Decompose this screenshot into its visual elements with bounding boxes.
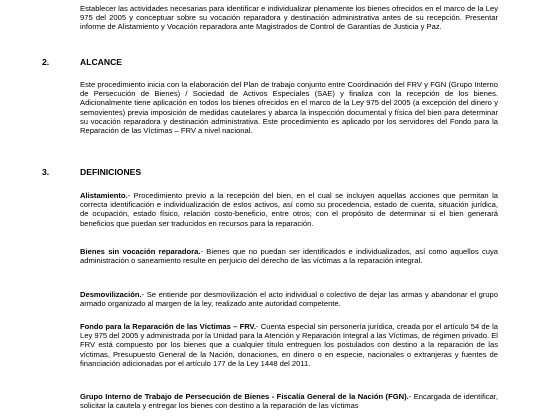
section-heading-alcance (42, 57, 122, 67)
alcance-paragraph: Este procedimiento inicia con la elaboración del Plan de trabajo conjunto entre Coordinación del FRV y FGN (Grupo Interno de Persecución de Bienes) / Sociedad de Activos Especiales (SAE) y finaliza con la recepción de los bienes. Adicionalmente tiene aplicación en todos los bienes ofrecidos en el marco de la Ley 975 del 2005 (a excepción del dinero y semovientes) previa imposición de medidas cautelares y abarca la inspección documental y física del bien para determinar su vocación reparadora y destinación administrativa. Este procedimiento es aplicado por los servidores del Fondo para la Reparación de las Víctimas – FRV a nivel nacional. (80, 80, 498, 136)
definition-bienes-sin-vocacion (80, 247, 498, 265)
intro-paragraph: Establecer las actividades necesarias para identificar e individualizar plenamente los bienes ofrecidos en el marco de la Ley 975 del 2005 y conceptuar sobre su vocación reparadora y destinación administrativa antes de su recepción. Presentar informe de Alistamiento y Vocación reparadora ante Magistrados de Control de Garantías de Justicia y Paz. (80, 4, 498, 32)
definition-term: Grupo Interno de Trabajo de Persecución de Bienes - Fiscalía General de la Nación (FGN). (80, 392, 409, 401)
definition-alistamiento (80, 191, 498, 228)
section-title: DEFINICIONES (80, 167, 142, 177)
definition-term: Alistamiento. (80, 191, 128, 200)
definition-text: - Encargada de identificar, solicitar la cautela y entregar los bienes con destino a la reparación de las víctimas (80, 392, 498, 411)
definition-text: - Bienes que no puedan ser identificados e individualizados, así como aquellos cuya administración o saneamiento resulte en perjuicio del derecho de las víctimas a la reparación integral. (80, 247, 499, 266)
section-number: 2. (42, 57, 50, 67)
definition-text: - Procedimiento previo a la recepción del bien, en el cual se incluyen aquellas acciones que permitan la correcta identificación e individualización de estos activos, así como su procedencia, estado de cuenta, situación jurídica, de ocupación, estado físico, relación costo-beneficio, entre otros; con el propósito de determinar si el bien generará beneficios que puedan ser traducidos en recursos para la reparación. (80, 191, 498, 228)
definition-fondo-frv (80, 322, 498, 368)
section-number: 3. (42, 167, 50, 177)
definition-term: Bienes sin vocación reparadora. (80, 247, 201, 256)
section-title: ALCANCE (80, 57, 123, 67)
definition-text: - Se entiende por desmovilización el acto individual o colectivo de dejar las armas y abandonar el grupo armado organizado al margen de la ley, realizado ante autoridad competente. (80, 290, 498, 309)
definition-term: Desmovilización. (80, 290, 142, 299)
definition-text: - Cuenta especial sin personería jurídica, creada por el artículo 54 de la Ley 975 del 2005 y administrada por la Unidad para la Atención y Reparación Integral a las Víctimas, de régimen privado. El FRV está compuesto por los bienes que a cualquier título entreguen los postulados con destino a la reparación de las víctimas, Presupuesto General de la Nación, donaciones, en dinero o en especie, nacionales o extranjeras y fuentes de financiación adicionadas por el artículo 177 de la Ley 1448 del 2011. (80, 322, 498, 368)
definition-term: Fondo para la Reparación de las Víctimas – FRV. (80, 322, 257, 331)
definition-desmovilizacion (80, 290, 498, 308)
definition-grupo-interno (80, 392, 498, 410)
section-heading-definiciones (42, 167, 141, 177)
